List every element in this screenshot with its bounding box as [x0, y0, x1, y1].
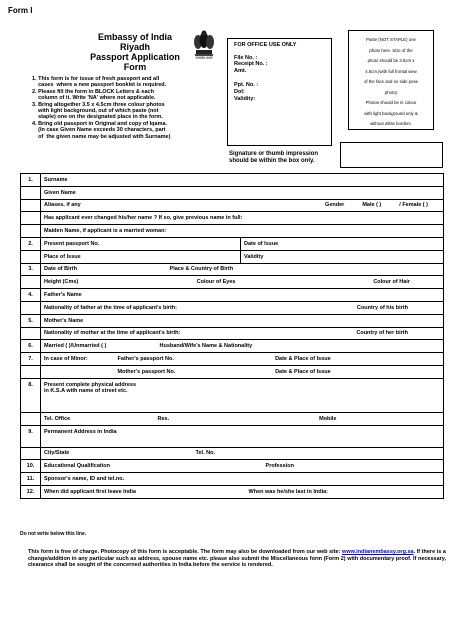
tel-no-label: Tel. No. — [195, 450, 215, 457]
photo-instruction-line: of the face and no side pose — [364, 79, 418, 84]
table-row — [21, 365, 444, 378]
table-row — [21, 412, 444, 425]
row-number: 9. — [21, 425, 41, 447]
photo-instruction-line: photo should be 3.5cm x — [367, 58, 415, 63]
do-not-write-note: Do not write below this line. — [20, 531, 87, 537]
table-row — [21, 314, 444, 327]
instruction-line: cases where a new passport booklet is required. — [32, 82, 167, 89]
changed-name-field[interactable]: Has applicant ever changed his/her name ? If so, give previous name in full: — [41, 212, 444, 225]
photo-instruction-line: photo) — [384, 89, 398, 95]
marital-field[interactable] — [41, 340, 444, 353]
photo-instruction-line: with light background only & — [364, 110, 418, 116]
row-number: 7. — [21, 353, 41, 366]
aliases-gender-field[interactable] — [41, 199, 444, 212]
present-passport-field[interactable]: Present passport No. — [41, 237, 241, 250]
table-row — [21, 212, 444, 225]
table-row — [21, 425, 444, 447]
permanent-address-field[interactable]: Permanent Address in India — [41, 425, 444, 447]
physical-field[interactable] — [41, 276, 444, 289]
embassy-city: Riyadh — [119, 42, 150, 52]
place-of-issue-field[interactable]: Place of Issue — [41, 250, 241, 263]
minor-mother-field[interactable] — [41, 365, 444, 378]
mother-nationality-label: Nationality of mother at the time of applicant's birth: — [44, 330, 181, 337]
instruction-line: 1. This form is for issue of fresh passport and all — [32, 76, 160, 82]
table-row — [21, 301, 444, 314]
mother-passport-label: Mother's passport No. — [117, 368, 176, 375]
photo-box[interactable] — [348, 30, 434, 130]
minor-label: In case of Minor: — [44, 356, 88, 363]
given-name-field[interactable]: Given Name — [41, 186, 444, 199]
sponsor-field[interactable]: Sponsor's name, ID and tel.no. — [41, 473, 444, 486]
table-row — [21, 263, 444, 276]
tel-office-label: Tel. Office — [44, 415, 71, 422]
table-row — [21, 199, 444, 212]
minor-father-field[interactable] — [41, 353, 444, 366]
instruction-line: of the given name may be adjusted with Surname) — [32, 133, 171, 140]
signature-box[interactable] — [340, 142, 443, 168]
office-heading: FOR OFFICE USE ONLY — [234, 42, 297, 48]
aliases-label: Aliases, if any — [44, 202, 81, 209]
table-row — [21, 340, 444, 353]
instruction-line: column of it. Write 'NA' where not applicable. — [32, 95, 156, 102]
office-ppt-no: Ppt. No. : — [234, 82, 259, 89]
footer-text-b: . If there is a change/addition in any particular such as address, spouse name etc. please also submit the Miscellaneous form (Form 2) with documentary proof. If necessary, clearance shall be sought of the concerned authorities in India before the service is rendered. — [28, 549, 446, 568]
table-row — [21, 460, 444, 473]
office-doi: DoI: — [234, 88, 245, 95]
instructions-list — [32, 76, 210, 140]
table-row — [21, 327, 444, 340]
table-row — [21, 186, 444, 199]
address-ksa-field[interactable] — [41, 378, 444, 412]
instruction-line: with light background, out of which paste (not — [32, 108, 159, 115]
instruction-line: 2. Please fill the form in BLOCK Letters & each — [32, 88, 154, 95]
surname-field[interactable]: Surname — [41, 174, 444, 187]
validity-field[interactable]: Validity — [241, 250, 444, 263]
male-checkbox[interactable]: Male ( ) — [362, 202, 382, 209]
father-passport-label: Father's passport No. — [117, 356, 174, 363]
married-checkbox[interactable]: Married ( )/Unmarried ( ) — [44, 343, 107, 350]
form-title: Passport Application Form — [90, 52, 180, 72]
emblem-caption: सत्यमेव जयते — [195, 56, 213, 60]
profession-label: Profession — [265, 463, 294, 470]
instruction-line: (In case Given Name exceeds 30 characters, part — [32, 127, 166, 134]
table-row — [21, 485, 444, 498]
form-label: Form I — [8, 6, 33, 15]
last-india-label: When was he/she last in India: — [248, 488, 328, 495]
hair-label: Colour of Hair — [373, 279, 410, 286]
office-file-no: File No. : — [234, 54, 258, 61]
father-country-label: Country of his birth — [356, 304, 408, 311]
date-of-issue-field[interactable]: Date of Issue — [241, 237, 444, 250]
father-date-place-label: Date & Place of Issue — [275, 356, 331, 363]
travel-history-field[interactable] — [41, 485, 444, 498]
table-row — [21, 289, 444, 302]
instruction-line: 4. Bring old passport in Original and copy of Iqama. — [32, 120, 168, 127]
signature-line-2: should be within the box only. — [229, 158, 315, 164]
table-row — [21, 237, 444, 250]
row-number: 2. — [21, 237, 41, 250]
res-label: Res. — [157, 415, 170, 422]
mother-country-label: Country of her birth — [356, 330, 408, 337]
table-row — [21, 174, 444, 187]
father-nationality-field[interactable] — [41, 301, 444, 314]
mother-name-field[interactable]: Mother's Name — [41, 314, 444, 327]
education-field[interactable] — [41, 460, 444, 473]
spouse-label: Husband/Wife's Name & Nationality — [159, 343, 253, 350]
embassy-name: Embassy of India — [97, 32, 173, 42]
photo-instruction-line: without white borders. — [370, 121, 412, 126]
mother-nationality-field[interactable] — [41, 327, 444, 340]
application-form-table — [20, 173, 444, 499]
footer-text — [28, 549, 446, 569]
instruction-line: staple) one on the designated place in the form. — [32, 114, 163, 121]
birth-field[interactable] — [41, 263, 444, 276]
education-label: Educational Qualification — [44, 463, 111, 470]
row-number: 3. — [21, 263, 41, 276]
row-number: 12. — [21, 485, 41, 498]
row-number: 5. — [21, 314, 41, 327]
mobile-label: Mobile — [319, 415, 337, 422]
father-nationality-label: Nationality of father at the time of applicant's birth: — [44, 304, 178, 311]
city-tel-field[interactable] — [41, 447, 444, 460]
signature-label — [229, 151, 349, 165]
office-receipt-no: Receipt No. : — [234, 61, 268, 68]
maiden-name-field[interactable]: Maiden Name, if applicant is a married woman: — [41, 225, 444, 238]
phone-field[interactable] — [41, 412, 444, 425]
office-amt: Amt. — [234, 67, 247, 74]
photo-instruction-line: Photos should be in colour — [365, 100, 417, 105]
female-checkbox[interactable]: / Female ( ) — [399, 202, 428, 209]
left-india-label: When did applicant first leave India — [44, 488, 136, 495]
table-row — [21, 250, 444, 263]
table-row — [21, 473, 444, 486]
website-link[interactable]: www.indianembassy.org.sa — [342, 549, 414, 555]
row-number: 1. — [21, 174, 41, 187]
row-number: 4. — [21, 289, 41, 302]
table-row — [21, 447, 444, 460]
photo-instruction-line: 4.5cm.(with full frontal view — [365, 68, 417, 74]
dob-label: Date of Birth — [44, 266, 77, 273]
office-use-box — [227, 38, 332, 146]
row-number: 6. — [21, 340, 41, 353]
eyes-label: Colour of Eyes — [196, 279, 236, 286]
row-number: 11. — [21, 473, 41, 486]
row-number: 8. — [21, 378, 41, 412]
height-label: Height (Cms) — [44, 279, 79, 286]
signature-line-1: Signature or thumb impression — [229, 151, 319, 157]
pob-label: Place & Country of Birth — [169, 266, 234, 273]
mother-date-place-label: Date & Place of Issue — [275, 368, 331, 375]
office-validity: Validity: — [234, 95, 256, 102]
header-title — [80, 32, 190, 72]
city-state-label: City/State — [44, 450, 70, 457]
photo-instruction-line: Paste (NOT STAPLE) one — [366, 37, 416, 42]
photo-instruction-line: photo here. Size of the — [369, 47, 413, 53]
table-row — [21, 276, 444, 289]
row-number: 10. — [21, 460, 41, 473]
table-row — [21, 225, 444, 238]
instruction-line: 3. Bring altogether 3.5 x 4.5cm three colour photos — [32, 101, 165, 108]
footer-text-a: This form is free of charge. Photocopy of this form is acceptable. The form may also be downloaded from our web site: — [28, 549, 341, 555]
address-label-line-1: Present complete physical address — [44, 381, 137, 388]
father-name-field[interactable]: Father's Name — [41, 289, 444, 302]
table-row — [21, 378, 444, 412]
table-row — [21, 353, 444, 366]
gender-label: Gender — [325, 202, 345, 209]
address-label-line-2: in K.S.A with name of street etc. — [44, 387, 128, 394]
